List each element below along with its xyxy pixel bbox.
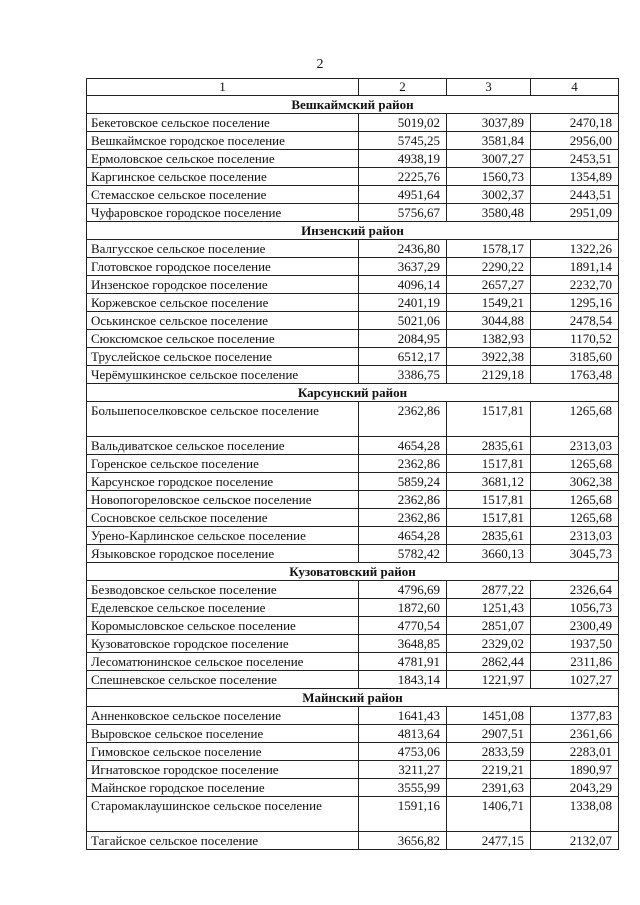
value-column-2: 1591,16 [359, 797, 447, 832]
table-row [87, 132, 619, 150]
settlement-name: Коромысловское сельское поселение [87, 617, 359, 635]
value-column-3: 3660,13 [447, 545, 531, 563]
value-column-3: 3037,89 [447, 114, 531, 132]
settlement-name: Вальдиватское сельское поселение [87, 437, 359, 455]
table-row [87, 186, 619, 204]
district-header-row [87, 563, 619, 581]
value-column-4: 1322,26 [531, 240, 619, 258]
table-row [87, 797, 619, 832]
value-column-4: 2043,29 [531, 779, 619, 797]
settlements-table [86, 78, 619, 850]
settlement-name: Стемасское сельское поселение [87, 186, 359, 204]
value-column-3: 2907,51 [447, 725, 531, 743]
table-row [87, 168, 619, 186]
value-column-4: 1377,83 [531, 707, 619, 725]
value-column-4: 1295,16 [531, 294, 619, 312]
table-row [87, 779, 619, 797]
value-column-2: 1843,14 [359, 671, 447, 689]
value-column-2: 5782,42 [359, 545, 447, 563]
value-column-2: 4654,28 [359, 437, 447, 455]
value-column-2: 2362,86 [359, 402, 447, 437]
value-column-4: 1937,50 [531, 635, 619, 653]
value-column-3: 2833,59 [447, 743, 531, 761]
settlement-name: Ермоловское сельское поселение [87, 150, 359, 168]
value-column-4: 1763,48 [531, 366, 619, 384]
value-column-4: 1170,52 [531, 330, 619, 348]
value-column-4: 2313,03 [531, 527, 619, 545]
value-column-2: 5756,67 [359, 204, 447, 222]
value-column-2: 2401,19 [359, 294, 447, 312]
value-column-3: 1517,81 [447, 509, 531, 527]
value-column-4: 2232,70 [531, 276, 619, 294]
value-column-2: 4813,64 [359, 725, 447, 743]
value-column-4: 2132,07 [531, 832, 619, 850]
value-column-3: 1578,17 [447, 240, 531, 258]
value-column-3: 1451,08 [447, 707, 531, 725]
settlement-name: Бекетовское сельское поселение [87, 114, 359, 132]
value-column-2: 3211,27 [359, 761, 447, 779]
district-name: Инзенский район [87, 222, 619, 240]
settlement-name: Еделевское сельское поселение [87, 599, 359, 617]
table-row [87, 455, 619, 473]
settlement-name: Лесоматюнинское сельское поселение [87, 653, 359, 671]
value-column-4: 2300,49 [531, 617, 619, 635]
value-column-3: 3007,27 [447, 150, 531, 168]
value-column-2: 2084,95 [359, 330, 447, 348]
value-column-2: 6512,17 [359, 348, 447, 366]
table-row [87, 743, 619, 761]
value-column-2: 2362,86 [359, 455, 447, 473]
value-column-4: 2313,03 [531, 437, 619, 455]
value-column-3: 1549,21 [447, 294, 531, 312]
value-column-3: 3581,84 [447, 132, 531, 150]
value-column-4: 1056,73 [531, 599, 619, 617]
value-column-3: 1517,81 [447, 491, 531, 509]
column-number: 4 [531, 79, 619, 96]
district-header-row [87, 96, 619, 114]
value-column-3: 1517,81 [447, 455, 531, 473]
district-header-row [87, 222, 619, 240]
table-row [87, 240, 619, 258]
table-row [87, 348, 619, 366]
settlement-name: Старомаклаушинское сельское поселение [87, 797, 359, 832]
value-column-2: 3637,29 [359, 258, 447, 276]
value-column-3: 3002,37 [447, 186, 531, 204]
table-row [87, 312, 619, 330]
settlement-name: Черёмушкинское сельское поселение [87, 366, 359, 384]
settlement-name: Горенское сельское поселение [87, 455, 359, 473]
settlement-name: Новопогореловское сельское поселение [87, 491, 359, 509]
value-column-2: 4654,28 [359, 527, 447, 545]
table-row [87, 527, 619, 545]
column-number-row [87, 79, 619, 96]
district-header-row [87, 384, 619, 402]
value-column-2: 4770,54 [359, 617, 447, 635]
settlement-name: Глотовское городское поселение [87, 258, 359, 276]
settlement-name: Инзенское городское поселение [87, 276, 359, 294]
settlement-name: Кузоватовское городское поселение [87, 635, 359, 653]
value-column-2: 4781,91 [359, 653, 447, 671]
value-column-2: 5745,25 [359, 132, 447, 150]
value-column-2: 2436,80 [359, 240, 447, 258]
settlement-name: Майнское городское поселение [87, 779, 359, 797]
table-row [87, 635, 619, 653]
settlement-name: Валгусское сельское поселение [87, 240, 359, 258]
value-column-3: 2329,02 [447, 635, 531, 653]
settlement-name: Карсунское городское поселение [87, 473, 359, 491]
table-row [87, 276, 619, 294]
value-column-2: 2362,86 [359, 509, 447, 527]
value-column-3: 2391,63 [447, 779, 531, 797]
table-row [87, 671, 619, 689]
value-column-4: 3045,73 [531, 545, 619, 563]
value-column-4: 3185,60 [531, 348, 619, 366]
value-column-3: 3044,88 [447, 312, 531, 330]
settlement-name: Сосновское сельское поселение [87, 509, 359, 527]
settlement-name: Языковское городское поселение [87, 545, 359, 563]
value-column-3: 3922,38 [447, 348, 531, 366]
table-row [87, 150, 619, 168]
table-row [87, 366, 619, 384]
settlement-name: Сюксюмское сельское поселение [87, 330, 359, 348]
value-column-4: 2951,09 [531, 204, 619, 222]
value-column-2: 4938,19 [359, 150, 447, 168]
value-column-3: 2835,61 [447, 437, 531, 455]
table-row [87, 617, 619, 635]
value-column-4: 1027,27 [531, 671, 619, 689]
value-column-4: 2326,64 [531, 581, 619, 599]
settlement-name: Анненковское сельское поселение [87, 707, 359, 725]
settlement-name: Гимовское сельское поселение [87, 743, 359, 761]
value-column-4: 2453,51 [531, 150, 619, 168]
table-row [87, 599, 619, 617]
value-column-3: 1406,71 [447, 797, 531, 832]
district-name: Кузоватовский район [87, 563, 619, 581]
table-row [87, 725, 619, 743]
value-column-2: 3386,75 [359, 366, 447, 384]
table-row [87, 761, 619, 779]
value-column-3: 2835,61 [447, 527, 531, 545]
value-column-4: 2311,86 [531, 653, 619, 671]
settlement-name: Урено-Карлинское сельское поселение [87, 527, 359, 545]
settlement-name: Чуфаровское городское поселение [87, 204, 359, 222]
value-column-2: 4951,64 [359, 186, 447, 204]
value-column-2: 2362,86 [359, 491, 447, 509]
table-row [87, 402, 619, 437]
value-column-3: 3681,12 [447, 473, 531, 491]
value-column-2: 4796,69 [359, 581, 447, 599]
column-number: 3 [447, 79, 531, 96]
value-column-3: 2477,15 [447, 832, 531, 850]
value-column-3: 2657,27 [447, 276, 531, 294]
value-column-3: 2862,44 [447, 653, 531, 671]
value-column-4: 2956,00 [531, 132, 619, 150]
value-column-4: 3062,38 [531, 473, 619, 491]
table-row [87, 653, 619, 671]
value-column-3: 1560,73 [447, 168, 531, 186]
table-row [87, 258, 619, 276]
value-column-4: 1354,89 [531, 168, 619, 186]
page-number: 2 [316, 57, 324, 72]
settlement-name: Безводовское сельское поселение [87, 581, 359, 599]
settlement-name: Вешкаймское городское поселение [87, 132, 359, 150]
table-row [87, 473, 619, 491]
value-column-4: 2443,51 [531, 186, 619, 204]
district-name: Майнский район [87, 689, 619, 707]
table-body [87, 79, 619, 850]
table-row [87, 330, 619, 348]
column-number: 1 [87, 79, 359, 96]
table-row [87, 204, 619, 222]
table-row [87, 294, 619, 312]
settlement-name: Игнатовское городское поселение [87, 761, 359, 779]
settlement-name: Выровское сельское поселение [87, 725, 359, 743]
value-column-3: 1517,81 [447, 402, 531, 437]
value-column-4: 1891,14 [531, 258, 619, 276]
value-column-4: 1265,68 [531, 509, 619, 527]
value-column-2: 5019,02 [359, 114, 447, 132]
table-row [87, 707, 619, 725]
district-header-row [87, 689, 619, 707]
value-column-2: 3656,82 [359, 832, 447, 850]
value-column-4: 1890,97 [531, 761, 619, 779]
value-column-2: 2225,76 [359, 168, 447, 186]
value-column-2: 1641,43 [359, 707, 447, 725]
settlement-name: Оськинское сельское поселение [87, 312, 359, 330]
value-column-3: 1251,43 [447, 599, 531, 617]
settlement-name: Каргинское сельское поселение [87, 168, 359, 186]
district-name: Карсунский район [87, 384, 619, 402]
value-column-3: 2877,22 [447, 581, 531, 599]
settlement-name: Тагайское сельское поселение [87, 832, 359, 850]
value-column-4: 1265,68 [531, 491, 619, 509]
settlement-name: Коржевское сельское поселение [87, 294, 359, 312]
value-column-2: 1872,60 [359, 599, 447, 617]
value-column-4: 2283,01 [531, 743, 619, 761]
value-column-2: 3648,85 [359, 635, 447, 653]
table-row [87, 509, 619, 527]
value-column-3: 2851,07 [447, 617, 531, 635]
value-column-2: 5021,06 [359, 312, 447, 330]
value-column-4: 1338,08 [531, 797, 619, 832]
settlement-name: Большепоселковское сельское поселение [87, 402, 359, 437]
value-column-2: 4753,06 [359, 743, 447, 761]
value-column-4: 2361,66 [531, 725, 619, 743]
value-column-3: 1382,93 [447, 330, 531, 348]
value-column-3: 1221,97 [447, 671, 531, 689]
value-column-2: 4096,14 [359, 276, 447, 294]
value-column-4: 2478,54 [531, 312, 619, 330]
table-row [87, 114, 619, 132]
value-column-2: 5859,24 [359, 473, 447, 491]
district-name: Вешкаймский район [87, 96, 619, 114]
settlement-name: Труслейское сельское поселение [87, 348, 359, 366]
value-column-3: 2219,21 [447, 761, 531, 779]
value-column-3: 2290,22 [447, 258, 531, 276]
column-number: 2 [359, 79, 447, 96]
table-row [87, 491, 619, 509]
table-row [87, 581, 619, 599]
value-column-4: 1265,68 [531, 402, 619, 437]
value-column-3: 2129,18 [447, 366, 531, 384]
settlement-name: Спешневское сельское поселение [87, 671, 359, 689]
value-column-2: 3555,99 [359, 779, 447, 797]
value-column-4: 1265,68 [531, 455, 619, 473]
table-row [87, 832, 619, 850]
table-row [87, 545, 619, 563]
value-column-3: 3580,48 [447, 204, 531, 222]
value-column-4: 2470,18 [531, 114, 619, 132]
table-row [87, 437, 619, 455]
